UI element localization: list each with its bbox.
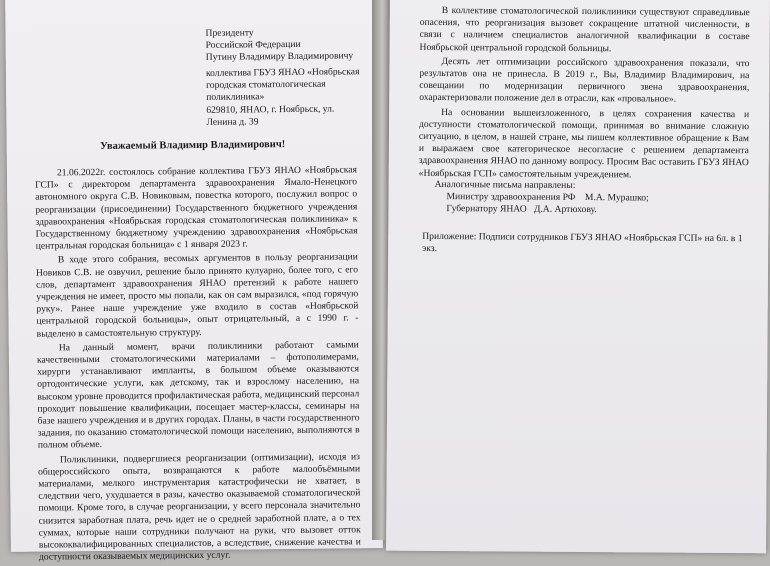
salutation: Уважаемый Владимир Владимирович!	[100, 139, 286, 152]
body-paragraph: В коллективе стоматологической поликлиники существуют справедливые опасения, что реорганизация вызовет сокращение штатной численности, в связи с наличием специалистов аналогичной квалификации в составе Ноябрьской центральной городской больницы.	[419, 5, 750, 54]
sender-line: поликлиника»	[206, 91, 265, 104]
addressee-block	[205, 26, 370, 64]
body-paragraph: На основании вышеизложенного, в целях сохранения качества и доступности стоматологической помощи, принимая во внимание сложную ситуацию, в целом, в нашей стране, мы пишем коллективное обращение к Вам и выражаем свое категорическое несогласие с решением департамента здравоохранения ЯНАО по данному вопросу. Просим Вас оставить ГБУЗ ЯНАО «Ноябрьская ГСП» самостоятельным учреждением.	[418, 106, 750, 181]
sender-line: коллектива ГБУЗ ЯНАО «Ноябрьская	[205, 66, 360, 79]
sender-block	[206, 66, 372, 129]
addressee-line: Путину Владимиру Владимировичу	[205, 50, 354, 64]
copies-item: Губернатору ЯНАО Д.А. Артюхову.	[446, 203, 597, 216]
attachment-note: Приложение: Подписи сотрудников ГБУЗ ЯНАО «Ноябрьская ГСП» на 6л. в 1 экз.	[422, 230, 743, 255]
body-paragraph: 21.06.2022г. состоялось собрание коллектива ГБУЗ ЯНАО «Ноябрьская ГСП» с директором департамента здравоохранения Ямало-Ненецкого автономного округа С.В. Новиковым, повестка которого, послужил вопрос о реорганизации (присоединении) Государственного бюджетного учреждения здравоохранения «Ноябрьская городская стоматологическая поликлиника» к Государственному бюджетному учреждению здравоохранения «Ноябрьская центральная городская больница» с 1 января 2023 г.	[35, 164, 358, 252]
body-paragraph: Поликлиники, подвергшиеся реорганизации (оптимизации), исходя из общероссийского опыта, возвращаются к работе малообъёмными материалами, мелкого инструментария катастрофически не хватает, в следствии чего, ухудшается в разы, качество оказываемой стоматологической помощи. Кроме того, в случае реорганизации, у всего персонала значительно снизится заработная плата, речь идет не о средней заработной плате, а о тех суммах, которые наши сотрудники получают на руки, что вызовет отток высококвалифицированных специалистов, а вследствие, снижение качества и доступности оказываемых медицинских услуг.	[38, 450, 361, 563]
body-paragraph: В ходе этого собрания, весомых аргументов в пользу реорганизации Новиков С.В. не озвучил, решение было принято кулуарно, более того, с его слов, департамент здравоохранения ЯНАО претензий к работе нашего учреждения не имеет, просто мы попали, как он сам выразился, «под горячую руку». Ранее наше учреждение уже входило в состав «Ноябрьской центральной городской больницы», опыт отрицательный, а с 1990 г. - выделено в самостоятельную структуру.	[35, 251, 359, 340]
body-paragraph: Десять лет оптимизации российского здравоохранения показали, что результатов она не принесла. В 2019 г., Вы, Владимир Владимирович, на совещании по модернизации первичного звена здравоохранения, охарактеризовали положение дел в отрасли, как «провальное».	[419, 55, 750, 106]
sender-line: Ленина д. 39	[206, 116, 259, 128]
copies-block	[434, 179, 734, 218]
addressee-line: Президенту	[205, 27, 254, 39]
copies-heading: Аналогичные письма направлены:	[434, 178, 576, 191]
letter-body-left	[35, 164, 361, 566]
body-paragraph: На данный момент, врачи поликлиники работают самыми качественными стоматологическими материалами – фотополимерами, хирурги устанавливают импланты, в большом объеме оказываются ортодонтические услуги, как детскому, так и взрослому населению, на высоком уровне проводится профилактическая работа, медицинский персонал проходит повышение квалификации, посещает мастер-классы, семинары на базе нашего учреждения и в других городах. Планы, в части государственного задания, по оказанию стоматологической помощи населению, выполняются в полном объеме.	[36, 339, 360, 452]
letter-page-left	[5, 0, 383, 563]
copies-item: Министру здравоохранения РФ М.А. Мурашко;	[446, 191, 649, 204]
sender-line: городская стоматологическая	[205, 78, 326, 92]
letter-body-right	[419, 5, 750, 184]
letter-page-right	[386, 0, 770, 553]
addressee-line: Российской Федерации	[205, 39, 301, 52]
copies-list	[434, 191, 734, 218]
sender-line: 629810, ЯНАО, г. Ноябрьск, ул.	[206, 103, 335, 116]
